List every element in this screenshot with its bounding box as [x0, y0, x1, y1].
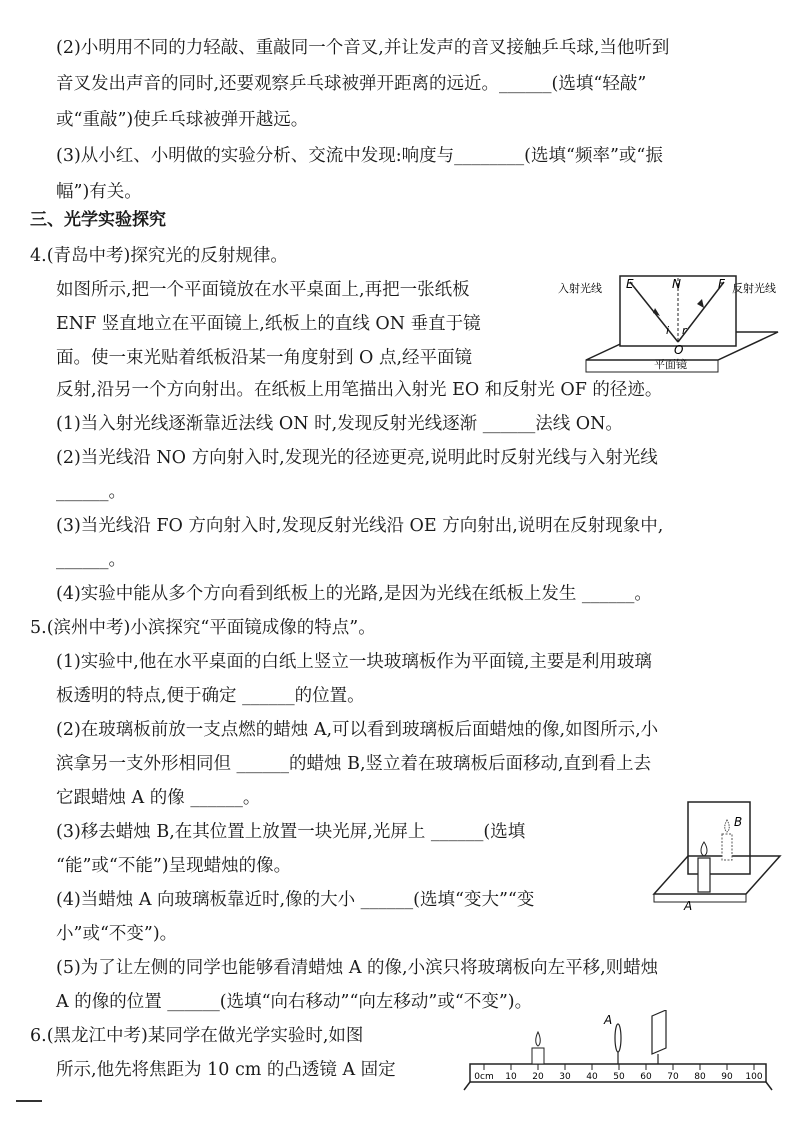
mirror-edge [586, 360, 718, 372]
answer-blank: ______。 [56, 482, 126, 502]
text-line: (3)移去蜡烛 B,在其位置上放置一块光屏,光屏上 ______(选填 [56, 822, 526, 842]
question-title: 4.(青岛中考)探究光的反射规律。 [30, 246, 288, 266]
glass-plate [688, 802, 750, 874]
scale-tick-label: 60 [640, 1072, 652, 1082]
text-line: 它跟蜡烛 A 的像 ______。 [56, 788, 261, 808]
page-edge-mark [16, 1100, 42, 1102]
reflection-figure [556, 268, 786, 380]
text-line: 面。使一束光贴着纸板沿某一角度射到 O 点,经平面镜 [56, 348, 473, 368]
text-line: (1)当入射光线逐渐靠近法线 ON 时,发现反射光线逐渐 ______法线 ON。 [56, 414, 623, 434]
text-line: (5)为了让左侧的同学也能够看清蜡烛 A 的像,小滨只将玻璃板向左平移,则蜡烛 [56, 958, 659, 978]
flame-icon [536, 1032, 541, 1046]
label-n: N [672, 277, 681, 291]
text-line: 小”或“不变”)。 [56, 924, 178, 944]
scale-tick-label: 100 [745, 1072, 763, 1082]
scale-tick-label: 70 [667, 1072, 679, 1082]
scale-tick-label: 90 [721, 1072, 733, 1082]
question-title: 5.(滨州中考)小滨探究“平面镜成像的特点”。 [30, 618, 376, 638]
text-line: (2)在玻璃板前放一支点燃的蜡烛 A,可以看到玻璃板后面蜡烛的像,如图所示,小 [56, 720, 659, 740]
label-incident: 入射光线 [558, 282, 602, 295]
text-line: (2)当光线沿 NO 方向射入时,发现光的径迹更亮,说明此时反射光线与入射光线 [56, 448, 658, 468]
text-line: A 的像的位置 ______(选填“向右移动”“向左移动”或“不变”)。 [56, 992, 533, 1012]
scale-tick-label: 0cm [474, 1072, 494, 1082]
text-line: 所示,他先将焦距为 10 cm 的凸透镜 A 固定 [56, 1060, 396, 1080]
answer-blank: ______。 [56, 550, 126, 570]
bench-leg [766, 1082, 772, 1090]
label-lens-a: A [604, 1013, 613, 1027]
text-line: 反射,沿另一个方向射出。在纸板上用笔描出入射光 EO 和反射光 OF 的径迹。 [56, 380, 663, 400]
text-line: 音叉发出声音的同时,还要观察乒乓球被弹开距离的远近。______(选填“轻敲” [56, 74, 647, 94]
candle-a [698, 858, 710, 892]
text-line: 或“重敲”)使乒乓球被弹开越远。 [56, 110, 309, 130]
text-line: 幅”)有关。 [56, 182, 142, 202]
scale-tick-label: 20 [532, 1072, 544, 1082]
candle-image [722, 834, 732, 860]
text-line: (1)实验中,他在水平桌面的白纸上竖立一块玻璃板作为平面镜,主要是利用玻璃 [56, 652, 652, 672]
scale-tick-label: 30 [559, 1072, 571, 1082]
candle-mirror-figure [650, 798, 782, 920]
screen [652, 1010, 666, 1054]
question-title: 6.(黑龙江中考)某同学在做光学实验时,如图 [30, 1026, 364, 1046]
text-line: “能”或“不能”)呈现蜡烛的像。 [56, 856, 292, 876]
text-line: 如图所示,把一个平面镜放在水平桌面上,再把一张纸板 [56, 280, 470, 300]
convex-lens [615, 1024, 621, 1052]
label-f: F [718, 277, 725, 291]
section-heading: 三、光学实验探究 [30, 210, 166, 230]
scale-tick-label: 10 [505, 1072, 517, 1082]
label-e: E [626, 277, 634, 291]
flame-icon [701, 842, 707, 856]
bench-leg [464, 1082, 470, 1090]
scale-tick-label: 80 [694, 1072, 706, 1082]
label-mirror: 平面镜 [654, 358, 687, 371]
text-line: 滨拿另一支外形相同但 ______的蜡烛 B,竖立着在玻璃板后面移动,直到看上去 [56, 754, 652, 774]
table-edge [654, 894, 746, 902]
text-line: ENF 竖直地立在平面镜上,纸板上的直线 ON 垂直于镜 [56, 314, 481, 334]
label-o: O [674, 343, 684, 357]
text-line: 板透明的特点,便于确定 ______的位置。 [56, 686, 365, 706]
text-line: (4)当蜡烛 A 向玻璃板靠近时,像的大小 ______(选填“变大”“变 [56, 890, 535, 910]
label-r: r [682, 324, 687, 337]
scale-tick-label: 40 [586, 1072, 598, 1082]
flame-image-icon [725, 820, 730, 832]
text-line: (3)当光线沿 FO 方向射入时,发现反射光线沿 OE 方向射出,说明在反射现象中, [56, 516, 664, 536]
text-line: (3)从小红、小明做的实验分析、交流中发现:响度与________(选填“频率”或“振 [56, 146, 663, 166]
table-surface [654, 856, 780, 894]
optical-bench-figure [460, 1010, 778, 1092]
text-line: (2)小明用不同的力轻敲、重敲同一个音叉,并让发声的音叉接触乒乓球,当他听到 [56, 38, 670, 58]
label-i: i [666, 324, 670, 337]
label-reflected: 反射光线 [732, 282, 776, 295]
label-b: B [734, 815, 743, 829]
label-a: A [684, 899, 693, 913]
candle-holder [532, 1048, 544, 1064]
scale-tick-label: 50 [613, 1072, 625, 1082]
text-line: (4)实验中能从多个方向看到纸板上的光路,是因为光线在纸板上发生 ______。 [56, 584, 652, 604]
